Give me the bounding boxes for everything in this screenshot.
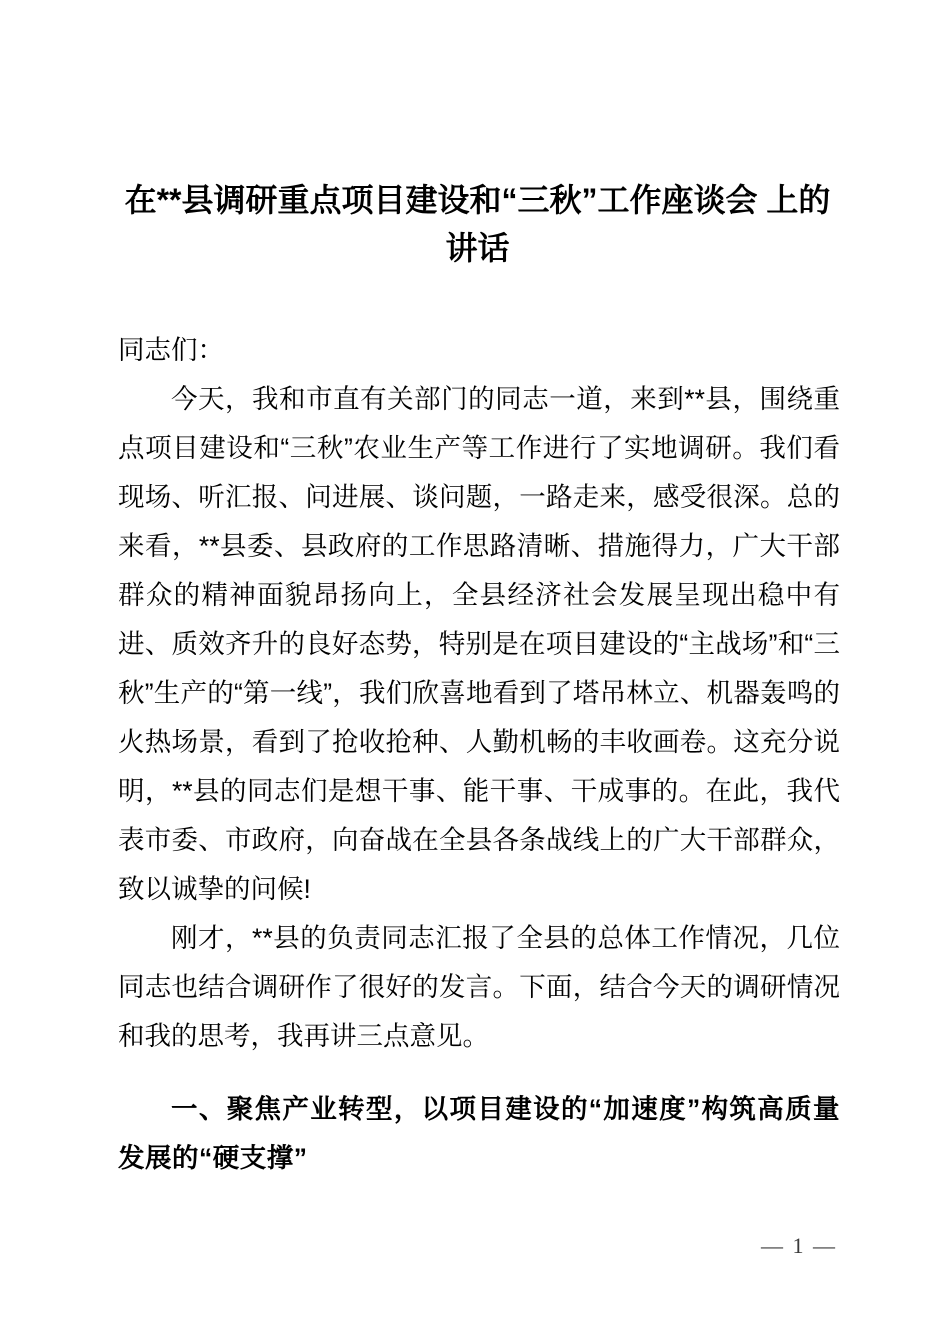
salutation-line: 同志们： xyxy=(118,335,224,365)
page-title-line-1: 在**县调研重点项目建设和“三秋”工作座谈会 xyxy=(124,182,758,218)
section-heading-1: 一、聚焦产业转型，以项目建设的“加速度”构筑高质量发展的“硬支撑” xyxy=(118,1094,840,1173)
heading-spacer xyxy=(118,1061,840,1085)
page-title xyxy=(118,176,837,272)
body-paragraph-2: 刚才，**县的负责同志汇报了全县的总体工作情况，几位同志也结合调研作了很好的发言。下面，结合今天的调研情况和我的思考，我再讲三点意见。 xyxy=(118,923,840,1051)
body-paragraph-1: 今天，我和市直有关部门的同志一道，来到**县，围绕重点项目建设和“三秋”农业生产等工作进行了实地调研。我们看现场、听汇报、问进展、谈问题，一路走来，感受很深。总的来看，**县委、县政府的工作思路清晰、措施得力，广大干部群众的精神面貌昂扬向上，全县经济社会发展呈现出稳中有进、质效齐升的良好态势，特别是在项目建设的“主战场”和“三秋”生产的“第一线”，我们欣喜地看到了塔吊林立、机器轰鸣的火热场景，看到了抢收抢种、人勤机畅的丰收画卷。这充分说明，**县的同志们是想干事、能干事、干成事的。在此，我代表市委、市政府，向奋战在全县各条战线上的广大干部群众，致以诚挚的问候! xyxy=(118,384,840,904)
page-title-line-2: 上的讲话 xyxy=(445,182,831,266)
document-body xyxy=(118,326,840,1183)
page-number-footer: — 1 — xyxy=(761,1233,837,1258)
